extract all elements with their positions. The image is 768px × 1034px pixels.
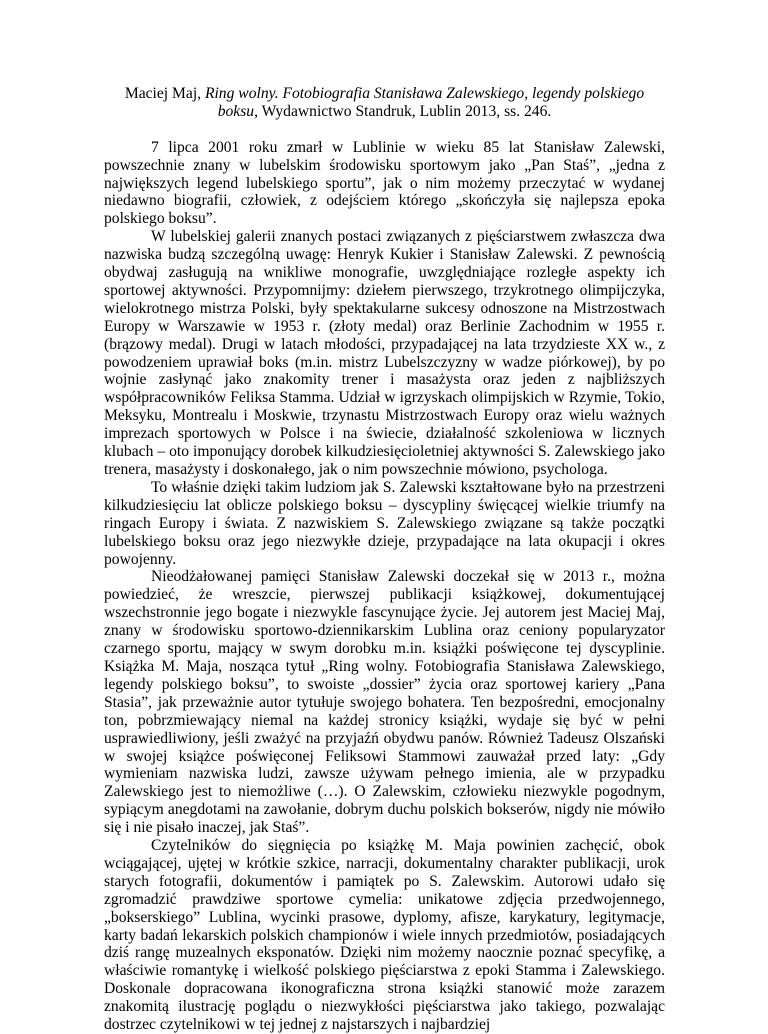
paragraph-1: 7 lipca 2001 roku zmarł w Lublinie w wieku 85 lat Stanisław Zalewski, powszechnie znany w lubelskim środowisku sportowym jako „Pan Staś”, „jedna z największych legend lubelskiego sportu”, jak o nim możemy przeczytać w wydanej niedawno biografii, człowiek, z odejściem którego „skończyła się najlepsza epoka polskiego boksu”. (104, 138, 665, 228)
paragraph-5: Czytelników do sięgnięcia po książkę M. Maja powinien zachęcić, obok wciągającej, ujętej w krótkie szkice, narracji, dokumentalny charakter publikacji, urok starych fotografii, dokumentów i pamiątek po S. Zalewskim. Autorowi udało się zgromadzić prawdziwe sportowe cymelia: unikatowe zdjęcia przedwojennego, „bokserskiego” Lublina, wycinki prasowe, dyplomy, afisze, karykatury, legitymacje, karty badań lekarskich polskich championów i wiele innych przedmiotów, posiadających dziś rangę muzealnych eksponatów. Dzięki nim możemy naocznie poznać specyfikę, a właściwie romantykę i wielkość polskiego pięściarstwa z epoki Stamma i Zalewskiego. Doskonale dopracowana ikonograficzna strona książki stanowić może zarazem znakomitą ilustrację poglądu o niezwykłości pięściarstwa jako takiego, pozwalając dostrzec czytelnikowi w tej jednej z najstarszych i najbardziej (104, 837, 665, 1034)
heading-author: Maciej Maj, (124, 85, 205, 102)
paragraph-4: Nieodżałowanej pamięci Stanisław Zalewski doczekał się w 2013 r., można powiedzieć, że wreszcie, pierwszej publikacji książkowej, dokumentującej wszechstronnie jego bogate i niezwykle fascynujące życie. Jej autorem jest Maciej Maj, znany w środowisku sportowo-dziennikarskim Lublina oraz ceniony popularyzator czarnego sportu, mający w swym dorobku m.in. książki poświęcone tej dyscyplinie. Książka M. Maja, nosząca tytuł „Ring wolny. Fotobiografia Stanisława Zalewskiego, legendy polskiego boksu”, to swoiste „dossier” życia oraz sportowej kariery „Pana Stasia”, jak przeważnie autor tytułuje swojego bohatera. Ten bezpośredni, emocjonalny ton, pobrzmiewający niemal na każdej stronicy książki, wydaje się być w pełni usprawiedliwiony, jeśli zważyć na przyjaźń obydwu panów. Również Tadeusz Olszański w swojej książce poświęconej Feliksowi Stammowi zauważał przed laty: „Gdy wymieniam nazwiska ludzi, zawsze używam pełnego imienia, ale w przypadku Zalewskiego jest to niemożliwe (…). O Zalewskim, człowieku niezwykle pogodnym, sypiącym anegdotami na zawołanie, dobrym duchu polskich bokserów, nigdy nie mówiło się i nie pisało inaczej, jak Staś”. (104, 568, 665, 837)
heading-book-title: Ring wolny. Fotobiografia Stanisława Zalewskiego, legendy polskiego boksu (204, 85, 645, 120)
heading-publisher: , Wydawnictwo Standruk, Lublin 2013, ss. 246. (254, 102, 552, 120)
review-heading (104, 85, 665, 121)
paragraph-3: To właśnie dzięki takim ludziom jak S. Zalewski kształtowane było na przestrzeni kilkudziesięciu lat oblicze polskiego boksu – dyscypliny święcącej wielkie triumfy na ringach Europy i świata. Z nazwiskiem S. Zalewskiego związane są także początki lubelskiego boksu oraz jego niezwykłe dzieje, przypadające na lata okupacji i okres powojenny. (104, 478, 665, 568)
paragraph-2: W lubelskiej galerii znanych postaci związanych z pięściarstwem zwłaszcza dwa nazwiska budzą szczególną uwagę: Henryk Kukier i Stanisław Zalewski. Z pewnością obydwaj zasługują na wnikliwe monografie, uwzględniające rozległe aspekty ich sportowej aktywności. Przypomnijmy: dziełem pierwszego, trzykrotnego olimpijczyka, wielokrotnego mistrza Polski, były spektakularne sukcesy odnoszone na Mistrzostwach Europy w Warszawie w 1953 r. (złoty medal) oraz Berlinie Zachodnim w 1955 r. (brązowy medal). Drugi w latach młodości, przypadającej na lata trzydzieste XX w., z powodzeniem uprawiał boks (m.in. mistrz Lubelszczyzny w wadze piórkowej), by po wojnie zasłynąć jako znakomity trener i masażysta oraz jeden z najbliższych współpracowników Feliksa Stamma. Udział w igrzyskach olimpijskich w Rzymie, Tokio, Meksyku, Montrealu i Moskwie, trzynastu Mistrzostwach Europy oraz wielu ważnych imprezach sportowych w Polsce i na świecie, działalność szkoleniowa w licznych klubach – oto imponujący dorobek kilkudziesięcioletniej aktywności S. Zalewskiego jako trenera, masażysty i doskonałego, jak o nim powszechnie mówiono, psychologa. (104, 228, 665, 479)
